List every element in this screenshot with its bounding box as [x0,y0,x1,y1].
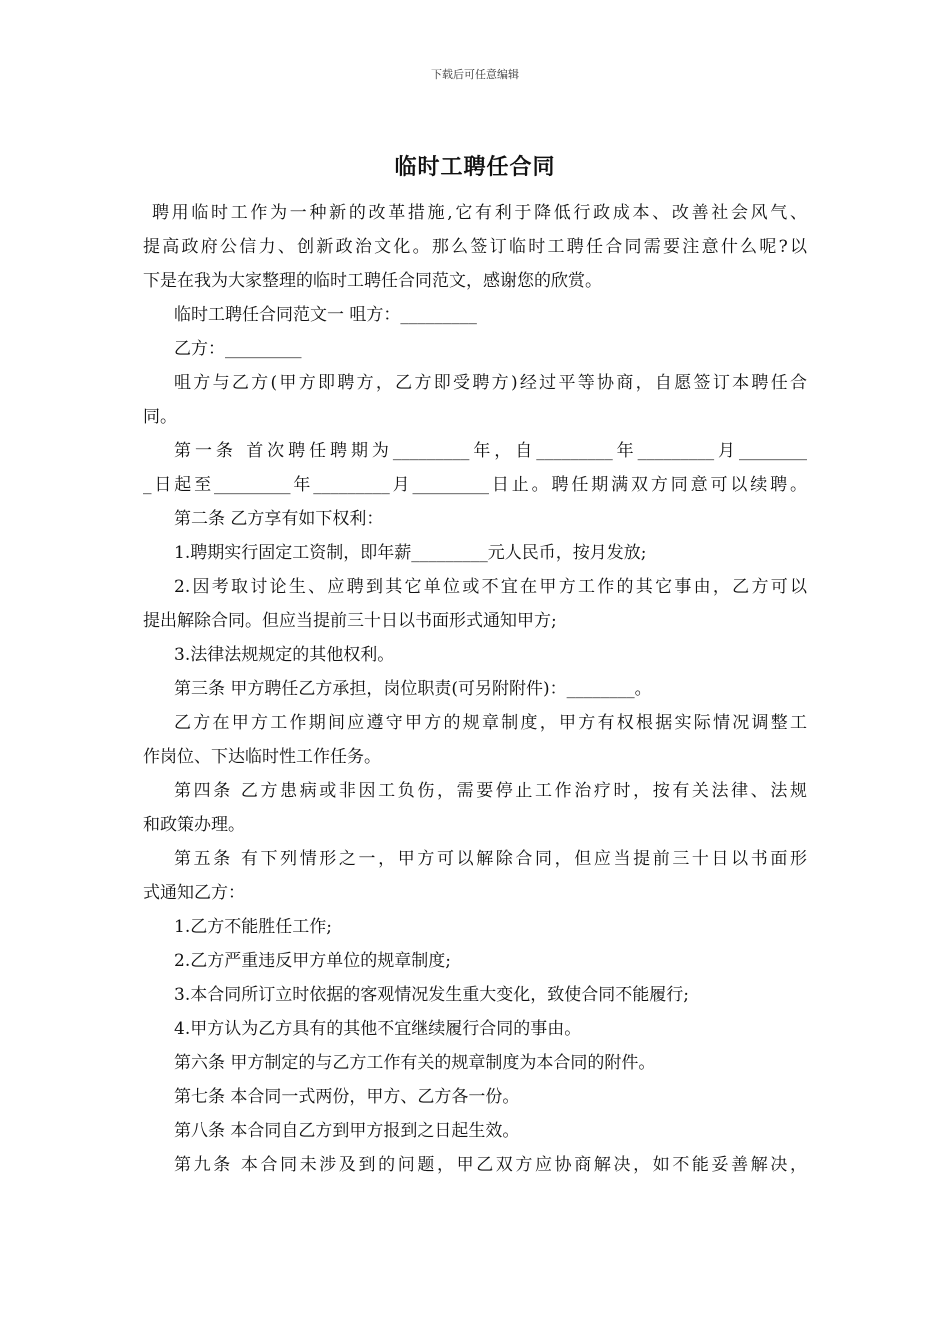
page-header-note: 下载后可任意编辑 [431,68,519,81]
document-line: 第四条 乙方患病或非因工负伤，需要停止工作治疗时，按有关法律、法规 [174,781,807,801]
document-line: _日起至_________年_________月_________日止。聘任期满双方同意可以续聘。 [143,475,807,495]
document-title: 临时工聘任合同 [394,154,556,180]
document-line: 第三条 甲方聘任乙方承担，岗位职责(可另附附件)：________。 [174,679,652,699]
document-line: 2.因考取讨论生、应聘到其它单位或不宜在甲方工作的其它事由，乙方可以 [174,577,807,597]
document-line: 聘用临时工作为一种新的改革措施,它有利于降低行政成本、改善社会风气、 [152,203,807,223]
document-line: 同。 [143,407,177,427]
document-line: 咀方与乙方(甲方即聘方，乙方即受聘方)经过平等协商，自愿签订本聘任合 [174,373,807,393]
document-line: 临时工聘任合同范文一 咀方：_________ [174,305,477,325]
document-line: 提高政府公信力、创新政治文化。那么签订临时工聘任合同需要注意什么呢?以 [143,237,807,257]
document-line: 1.聘期实行固定工资制，即年薪_________元人民币，按月发放; [174,543,647,563]
document-line: 第五条 有下列情形之一，甲方可以解除合同，但应当提前三十日以书面形 [174,849,807,869]
document-line: 4.甲方认为乙方具有的其他不宜继续履行合同的事由。 [174,1019,582,1039]
document-line: 式通知乙方： [143,883,245,903]
document-line: 1.乙方不能胜任工作; [174,917,332,937]
document-line: 第二条 乙方享有如下权利： [174,509,384,529]
document-line: 第九条 本合同未涉及到的问题，甲乙双方应协商解决，如不能妥善解决， [174,1155,807,1175]
document-line: 下是在我为大家整理的临时工聘任合同范文，感谢您的欣赏。 [143,271,602,291]
document-line: 第六条 甲方制定的与乙方工作有关的规章制度为本合同的附件。 [174,1053,656,1073]
document-line: 第一条 首次聘任聘期为_________年，自_________年_________月________ [174,441,807,461]
document-body [143,196,807,1182]
document-line: 第七条 本合同一式两份，甲方、乙方各一份。 [174,1087,520,1107]
document-line: 乙方在甲方工作期间应遵守甲方的规章制度，甲方有权根据实际情况调整工 [174,713,807,733]
document-line: 3.法律法规规定的其他权利。 [174,645,395,665]
document-line: 第八条 本合同自乙方到甲方报到之日起生效。 [174,1121,520,1141]
document-line: 提出解除合同。但应当提前三十日以书面形式通知甲方; [143,611,557,631]
document-line: 2.乙方严重违反甲方单位的规章制度; [174,951,451,971]
document-line: 3.本合同所订立时依据的客观情况发生重大变化，致使合同不能履行; [174,985,689,1005]
document-line: 乙方：_________ [174,339,302,359]
document-line: 和政策办理。 [143,815,245,835]
document-line: 作岗位、下达临时性工作任务。 [143,747,381,767]
